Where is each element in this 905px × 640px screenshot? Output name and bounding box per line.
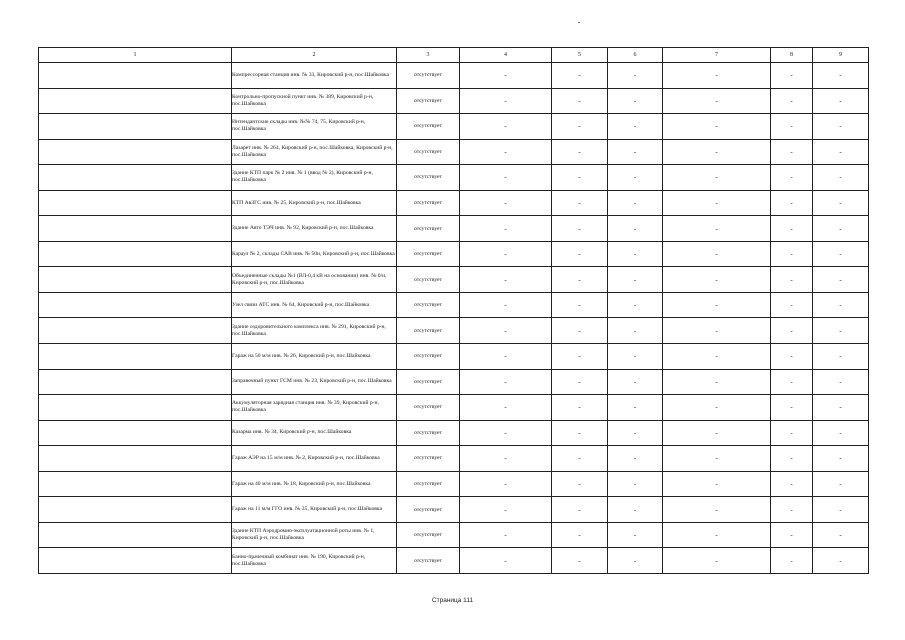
value-cell-col-6: - bbox=[608, 420, 663, 446]
table-row bbox=[39, 88, 869, 114]
value-cell-col-7: - bbox=[663, 471, 771, 497]
value-cell-col-9: - bbox=[813, 497, 869, 523]
object-name-cell: Здание оздоровительного комплекса инв. № 291, Кировский р-н, пос.Шайковка bbox=[232, 318, 397, 344]
status-cell: отсутствует bbox=[397, 267, 460, 293]
status-cell: отсутствует bbox=[397, 395, 460, 421]
empty-first-column-cell bbox=[39, 267, 232, 293]
status-cell: отсутствует bbox=[397, 446, 460, 472]
value-cell-col-5: - bbox=[552, 63, 608, 89]
value-cell-col-9: - bbox=[813, 369, 869, 395]
value-cell-col-4: - bbox=[460, 318, 552, 344]
col-header-9: 9 bbox=[813, 48, 869, 63]
value-cell-col-6: - bbox=[608, 497, 663, 523]
value-cell-col-7: - bbox=[663, 88, 771, 114]
value-cell-col-7: - bbox=[663, 420, 771, 446]
table-row bbox=[39, 548, 869, 574]
table-row bbox=[39, 216, 869, 242]
status-cell: отсутствует bbox=[397, 522, 460, 548]
value-cell-col-8: - bbox=[771, 63, 813, 89]
status-cell: отсутствует bbox=[397, 165, 460, 191]
value-cell-col-8: - bbox=[771, 267, 813, 293]
value-cell-col-9: - bbox=[813, 114, 869, 140]
empty-first-column-cell bbox=[39, 216, 232, 242]
object-name-cell: Интендантские склады инв. №№ 74, 75, Кировский р-н, пос.Шайковка bbox=[232, 114, 397, 140]
object-name-cell: Аккумуляторная зарядная станция инв. № 39, Кировский р-н, пос.Шайковка bbox=[232, 395, 397, 421]
object-name-cell: Объединенные склады №1 (ВЛ-0,4 кВ на основании) инв. № 0/и, Кировский р-н, пос.Шайковка bbox=[232, 267, 397, 293]
object-name-cell: Заправочный пункт ГСМ инв. № 23, Кировский р-н, пос.Шайковка bbox=[232, 369, 397, 395]
value-cell-col-9: - bbox=[813, 344, 869, 370]
value-cell-col-4: - bbox=[460, 216, 552, 242]
col-header-4: 4 bbox=[460, 48, 552, 63]
value-cell-col-4: - bbox=[460, 292, 552, 318]
value-cell-col-5: - bbox=[552, 446, 608, 472]
value-cell-col-9: - bbox=[813, 88, 869, 114]
value-cell-col-8: - bbox=[771, 216, 813, 242]
value-cell-col-6: - bbox=[608, 292, 663, 318]
empty-first-column-cell bbox=[39, 420, 232, 446]
value-cell-col-7: - bbox=[663, 165, 771, 191]
empty-first-column-cell bbox=[39, 190, 232, 216]
value-cell-col-4: - bbox=[460, 548, 552, 574]
value-cell-col-4: - bbox=[460, 369, 552, 395]
table-row bbox=[39, 241, 869, 267]
value-cell-col-7: - bbox=[663, 63, 771, 89]
empty-first-column-cell bbox=[39, 165, 232, 191]
value-cell-col-4: - bbox=[460, 471, 552, 497]
value-cell-col-6: - bbox=[608, 395, 663, 421]
value-cell-col-5: - bbox=[552, 548, 608, 574]
value-cell-col-5: - bbox=[552, 522, 608, 548]
value-cell-col-8: - bbox=[771, 241, 813, 267]
value-cell-col-6: - bbox=[608, 139, 663, 165]
value-cell-col-9: - bbox=[813, 318, 869, 344]
object-name-cell: Гараж на 40 м/м инв. № 18, Кировский р-н, пос.Шайковка bbox=[232, 471, 397, 497]
table-row bbox=[39, 420, 869, 446]
value-cell-col-4: - bbox=[460, 165, 552, 191]
table-row bbox=[39, 446, 869, 472]
empty-first-column-cell bbox=[39, 241, 232, 267]
value-cell-col-8: - bbox=[771, 395, 813, 421]
object-name-cell: Лазарет инв. № 264, Кировский р-н, пос.Шайковка, Кировский р-н, пос.Шайковка bbox=[232, 139, 397, 165]
value-cell-col-8: - bbox=[771, 497, 813, 523]
status-cell: отсутствует bbox=[397, 292, 460, 318]
empty-first-column-cell bbox=[39, 369, 232, 395]
value-cell-col-5: - bbox=[552, 292, 608, 318]
value-cell-col-8: - bbox=[771, 446, 813, 472]
value-cell-col-6: - bbox=[608, 344, 663, 370]
value-cell-col-4: - bbox=[460, 241, 552, 267]
value-cell-col-8: - bbox=[771, 522, 813, 548]
empty-first-column-cell bbox=[39, 471, 232, 497]
value-cell-col-7: - bbox=[663, 497, 771, 523]
status-cell: отсутствует bbox=[397, 63, 460, 89]
empty-first-column-cell bbox=[39, 395, 232, 421]
table-row bbox=[39, 63, 869, 89]
value-cell-col-9: - bbox=[813, 190, 869, 216]
value-cell-col-5: - bbox=[552, 395, 608, 421]
value-cell-col-9: - bbox=[813, 471, 869, 497]
data-table bbox=[38, 47, 869, 574]
value-cell-col-5: - bbox=[552, 88, 608, 114]
value-cell-col-5: - bbox=[552, 165, 608, 191]
page-number: Страница 111 bbox=[431, 597, 474, 604]
table-body bbox=[39, 63, 869, 574]
value-cell-col-9: - bbox=[813, 522, 869, 548]
value-cell-col-6: - bbox=[608, 190, 663, 216]
empty-first-column-cell bbox=[39, 139, 232, 165]
value-cell-col-6: - bbox=[608, 471, 663, 497]
value-cell-col-5: - bbox=[552, 420, 608, 446]
table-row bbox=[39, 369, 869, 395]
table-row bbox=[39, 344, 869, 370]
value-cell-col-9: - bbox=[813, 420, 869, 446]
col-header-6: 6 bbox=[608, 48, 663, 63]
value-cell-col-7: - bbox=[663, 114, 771, 140]
status-cell: отсутствует bbox=[397, 497, 460, 523]
value-cell-col-8: - bbox=[771, 471, 813, 497]
status-cell: отсутствует bbox=[397, 420, 460, 446]
value-cell-col-9: - bbox=[813, 446, 869, 472]
value-cell-col-5: - bbox=[552, 114, 608, 140]
value-cell-col-6: - bbox=[608, 318, 663, 344]
table-row bbox=[39, 471, 869, 497]
object-name-cell: Компрессорная станция инв. № 33, Кировский р-н, пос.Шайковка bbox=[232, 63, 397, 89]
value-cell-col-7: - bbox=[663, 292, 771, 318]
object-name-cell: Караул № 2, склады САВ инв. № 50и, Кировский р-н, пос.Шайковка bbox=[232, 241, 397, 267]
table-row bbox=[39, 292, 869, 318]
col-header-8: 8 bbox=[771, 48, 813, 63]
value-cell-col-7: - bbox=[663, 216, 771, 242]
value-cell-col-6: - bbox=[608, 114, 663, 140]
status-cell: отсутствует bbox=[397, 88, 460, 114]
table-row bbox=[39, 497, 869, 523]
value-cell-col-5: - bbox=[552, 267, 608, 293]
status-cell: отсутствует bbox=[397, 318, 460, 344]
empty-first-column-cell bbox=[39, 497, 232, 523]
object-name-cell: Казарма инв. № 34, Кировский р-н, пос.Шайковка bbox=[232, 420, 397, 446]
table-row bbox=[39, 114, 869, 140]
value-cell-col-4: - bbox=[460, 446, 552, 472]
value-cell-col-6: - bbox=[608, 88, 663, 114]
table-row bbox=[39, 165, 869, 191]
value-cell-col-4: - bbox=[460, 139, 552, 165]
value-cell-col-6: - bbox=[608, 446, 663, 472]
table-row bbox=[39, 395, 869, 421]
value-cell-col-4: - bbox=[460, 190, 552, 216]
value-cell-col-9: - bbox=[813, 139, 869, 165]
value-cell-col-9: - bbox=[813, 241, 869, 267]
object-name-cell: Гараж на 11 м/м ГГО инв. № 35, Кировский р-н, пос.Шайковка bbox=[232, 497, 397, 523]
table-row bbox=[39, 267, 869, 293]
value-cell-col-8: - bbox=[771, 318, 813, 344]
status-cell: отсутствует bbox=[397, 216, 460, 242]
col-header-5: 5 bbox=[552, 48, 608, 63]
status-cell: отсутствует bbox=[397, 114, 460, 140]
empty-first-column-cell bbox=[39, 548, 232, 574]
value-cell-col-5: - bbox=[552, 497, 608, 523]
value-cell-col-7: - bbox=[663, 548, 771, 574]
header-row bbox=[39, 48, 869, 63]
value-cell-col-8: - bbox=[771, 139, 813, 165]
value-cell-col-9: - bbox=[813, 165, 869, 191]
value-cell-col-7: - bbox=[663, 267, 771, 293]
value-cell-col-5: - bbox=[552, 344, 608, 370]
value-cell-col-5: - bbox=[552, 471, 608, 497]
value-cell-col-4: - bbox=[460, 63, 552, 89]
table-row bbox=[39, 522, 869, 548]
value-cell-col-8: - bbox=[771, 344, 813, 370]
value-cell-col-4: - bbox=[460, 522, 552, 548]
empty-first-column-cell bbox=[39, 88, 232, 114]
value-cell-col-9: - bbox=[813, 292, 869, 318]
value-cell-col-6: - bbox=[608, 165, 663, 191]
status-cell: отсутствует bbox=[397, 548, 460, 574]
col-header-7: 7 bbox=[663, 48, 771, 63]
value-cell-col-9: - bbox=[813, 548, 869, 574]
value-cell-col-6: - bbox=[608, 63, 663, 89]
object-name-cell: Гараж на 50 м/м инв. № 26, Кировский р-н, пос.Шайковка bbox=[232, 344, 397, 370]
value-cell-col-8: - bbox=[771, 292, 813, 318]
value-cell-col-7: - bbox=[663, 139, 771, 165]
value-cell-col-5: - bbox=[552, 241, 608, 267]
table-row bbox=[39, 190, 869, 216]
object-name-cell: Гараж АЭР на 15 м/м инв. № 2, Кировский р-н, пос.Шайковка bbox=[232, 446, 397, 472]
value-cell-col-7: - bbox=[663, 344, 771, 370]
value-cell-col-5: - bbox=[552, 369, 608, 395]
value-cell-col-8: - bbox=[771, 165, 813, 191]
value-cell-col-7: - bbox=[663, 522, 771, 548]
object-name-cell: Банно-прачечный комбинат инв. № 190, Кировский р-н, пос.Шайковка bbox=[232, 548, 397, 574]
value-cell-col-7: - bbox=[663, 369, 771, 395]
value-cell-col-6: - bbox=[608, 241, 663, 267]
value-cell-col-8: - bbox=[771, 114, 813, 140]
object-name-cell: Контрольно-пропускной пункт инв. № 389, Кировский р-н, пос.Шайковка bbox=[232, 88, 397, 114]
value-cell-col-8: - bbox=[771, 548, 813, 574]
empty-first-column-cell bbox=[39, 446, 232, 472]
col-header-1: 1 bbox=[39, 48, 232, 63]
empty-first-column-cell bbox=[39, 292, 232, 318]
value-cell-col-5: - bbox=[552, 318, 608, 344]
object-name-cell: Узел связи АТС инв. № 64, Кировский р-н, пос.Шайковка bbox=[232, 292, 397, 318]
value-cell-col-4: - bbox=[460, 88, 552, 114]
value-cell-col-7: - bbox=[663, 241, 771, 267]
value-cell-col-8: - bbox=[771, 420, 813, 446]
scan-speck bbox=[578, 22, 580, 23]
object-name-cell: Здание КТП Аэродромно-эксплуатационной роты инв. № 1, Кировский р-н, пос.Шайковка bbox=[232, 522, 397, 548]
value-cell-col-7: - bbox=[663, 190, 771, 216]
empty-first-column-cell bbox=[39, 522, 232, 548]
value-cell-col-6: - bbox=[608, 369, 663, 395]
value-cell-col-5: - bbox=[552, 139, 608, 165]
value-cell-col-4: - bbox=[460, 420, 552, 446]
value-cell-col-5: - bbox=[552, 190, 608, 216]
col-header-3: 3 bbox=[397, 48, 460, 63]
value-cell-col-6: - bbox=[608, 267, 663, 293]
value-cell-col-8: - bbox=[771, 369, 813, 395]
col-header-2: 2 bbox=[232, 48, 397, 63]
status-cell: отсутствует bbox=[397, 190, 460, 216]
value-cell-col-6: - bbox=[608, 548, 663, 574]
value-cell-col-7: - bbox=[663, 446, 771, 472]
value-cell-col-4: - bbox=[460, 344, 552, 370]
value-cell-col-9: - bbox=[813, 267, 869, 293]
value-cell-col-4: - bbox=[460, 267, 552, 293]
value-cell-col-9: - bbox=[813, 395, 869, 421]
object-name-cell: Здание КТП парк № 2 инв. № 1 (ввод № 2), Кировский р-н, пос.Шайковка bbox=[232, 165, 397, 191]
status-cell: отсутствует bbox=[397, 471, 460, 497]
value-cell-col-6: - bbox=[608, 216, 663, 242]
value-cell-col-7: - bbox=[663, 318, 771, 344]
value-cell-col-7: - bbox=[663, 395, 771, 421]
table-row bbox=[39, 318, 869, 344]
value-cell-col-8: - bbox=[771, 88, 813, 114]
object-name-cell: Здание Авто ТЭЧ инв. № 92, Кировский р-н, пос.Шайковка bbox=[232, 216, 397, 242]
value-cell-col-4: - bbox=[460, 114, 552, 140]
value-cell-col-6: - bbox=[608, 522, 663, 548]
value-cell-col-9: - bbox=[813, 216, 869, 242]
object-name-cell: КТП АвЗГС инв. № 25, Кировский р-н, пос.Шайковка bbox=[232, 190, 397, 216]
status-cell: отсутствует bbox=[397, 344, 460, 370]
status-cell: отсутствует bbox=[397, 369, 460, 395]
empty-first-column-cell bbox=[39, 318, 232, 344]
empty-first-column-cell bbox=[39, 344, 232, 370]
value-cell-col-5: - bbox=[552, 216, 608, 242]
value-cell-col-8: - bbox=[771, 190, 813, 216]
status-cell: отсутствует bbox=[397, 241, 460, 267]
value-cell-col-4: - bbox=[460, 497, 552, 523]
value-cell-col-4: - bbox=[460, 395, 552, 421]
empty-first-column-cell bbox=[39, 114, 232, 140]
table-row bbox=[39, 139, 869, 165]
empty-first-column-cell bbox=[39, 63, 232, 89]
value-cell-col-9: - bbox=[813, 63, 869, 89]
status-cell: отсутствует bbox=[397, 139, 460, 165]
